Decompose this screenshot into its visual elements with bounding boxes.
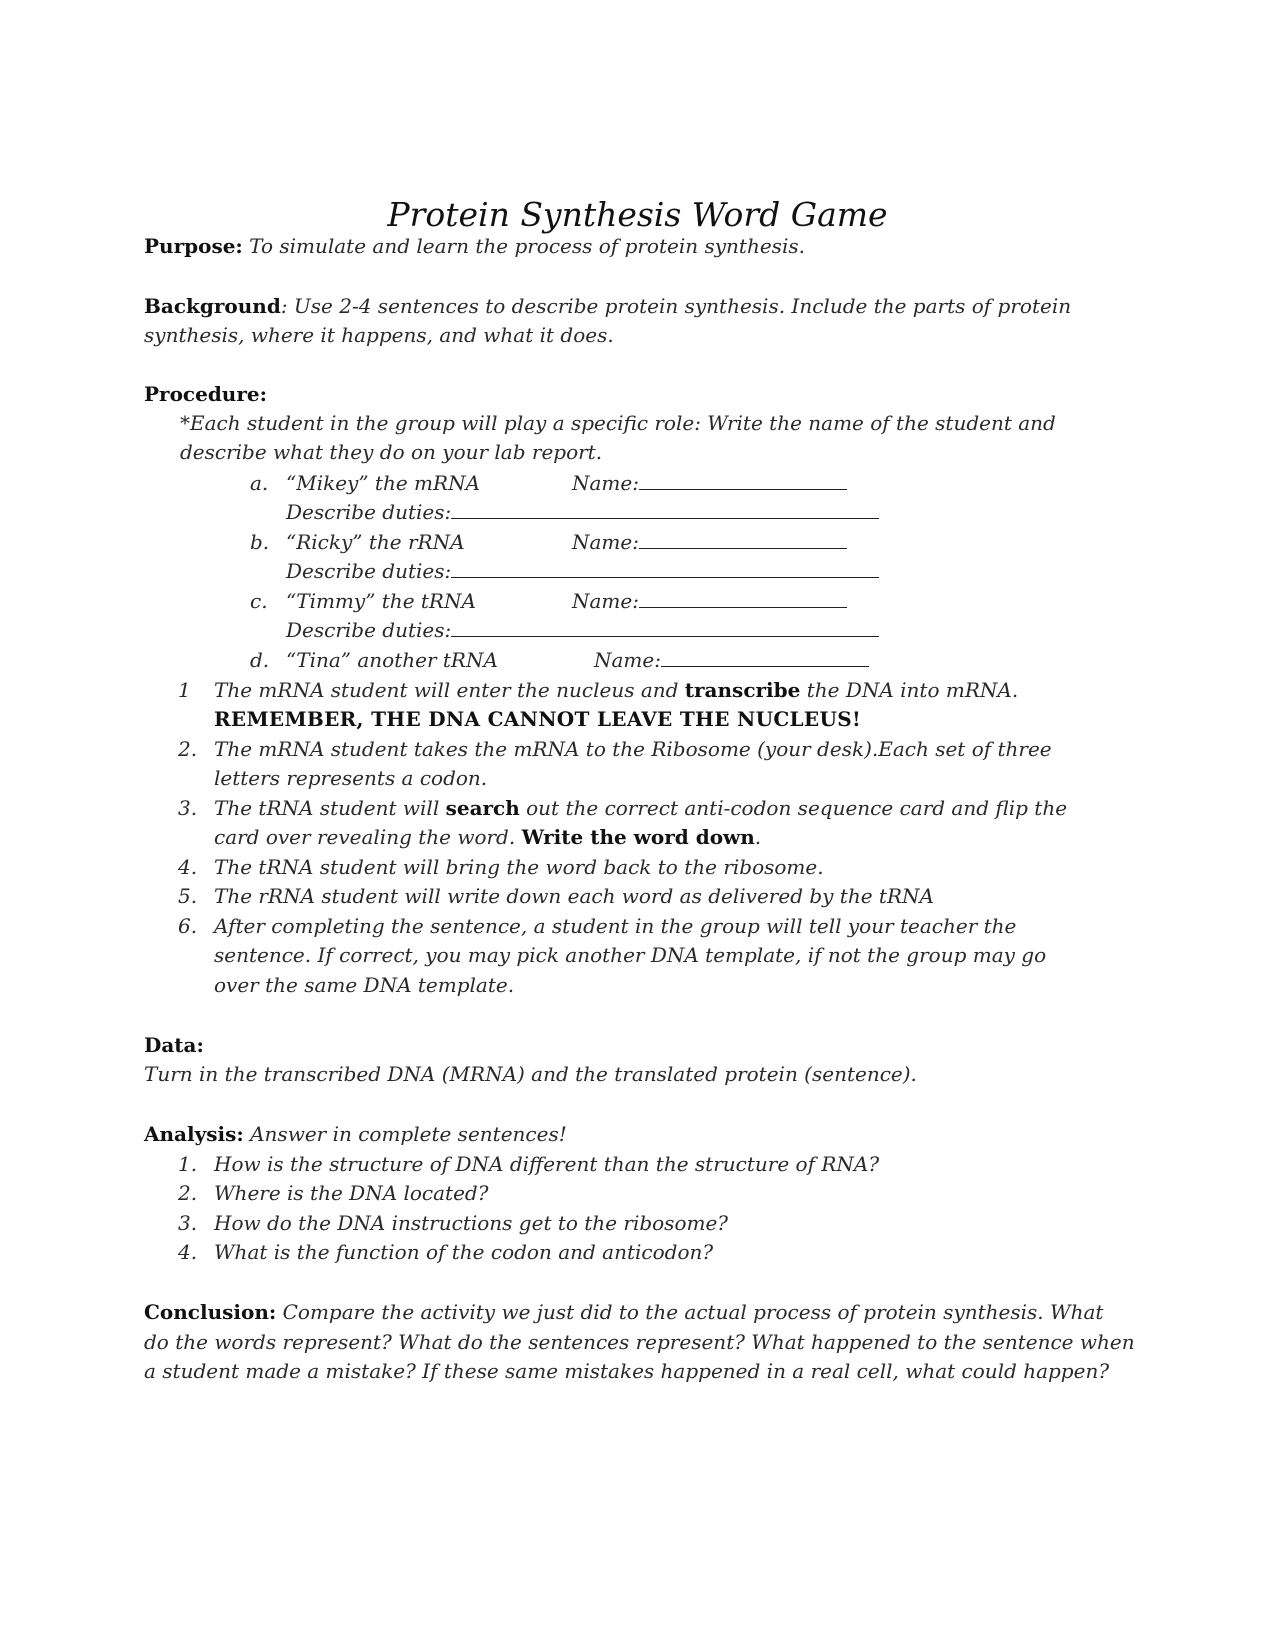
role-c-mark: c. xyxy=(250,589,268,613)
step-6-line-3: over the same DNA template. xyxy=(214,973,515,997)
analysis-q3-num: 3. xyxy=(178,1211,198,1235)
analysis-line xyxy=(144,1120,567,1148)
analysis-q2-num: 2. xyxy=(178,1181,198,1205)
role-a-label: “Mikey” the mRNA xyxy=(286,471,481,495)
background-line-2: synthesis, where it happens, and what it does. xyxy=(144,323,614,347)
role-b-name: Name: xyxy=(572,528,847,556)
purpose-line xyxy=(144,232,805,260)
step-6-num: 6. xyxy=(178,914,198,938)
step-3-line-2: card over revealing the word. Write the word down. xyxy=(214,825,762,849)
background-text-1: : Use 2-4 sentences to describe protein synthesis. Include the parts of protein xyxy=(280,294,1072,318)
role-c-name: Name: xyxy=(572,587,847,615)
role-a-duties-blank[interactable] xyxy=(451,498,879,519)
role-a-name: Name: xyxy=(572,469,847,497)
analysis-q2: Where is the DNA located? xyxy=(214,1181,489,1205)
role-d-label: “Tina” another tRNA xyxy=(286,648,498,672)
step-6-line-2: sentence. If correct, you may pick another DNA template, if not the group may go xyxy=(214,943,1047,967)
step-1-warning: REMEMBER, THE DNA CANNOT LEAVE THE NUCLEUS! xyxy=(214,707,862,731)
step-3-bold: search xyxy=(445,796,520,820)
role-d-name: Name: xyxy=(594,646,869,674)
purpose-label: Purpose: xyxy=(144,234,243,258)
role-d-name-blank[interactable] xyxy=(661,646,869,667)
procedure-label: Procedure: xyxy=(144,382,267,406)
step-6-line-1: After completing the sentence, a student in the group will tell your teacher the xyxy=(214,914,1017,938)
step-1-line-1: The mRNA student will enter the nucleus and transcribe the DNA into mRNA. xyxy=(214,678,1019,702)
role-b-duties: Describe duties: xyxy=(286,557,879,585)
role-d-mark: d. xyxy=(250,648,270,672)
step-4-text: The tRNA student will bring the word back to the ribosome. xyxy=(214,855,824,879)
step-3-line-1: The tRNA student will search out the correct anti-codon sequence card and flip the xyxy=(214,796,1068,820)
background-line-1 xyxy=(144,292,1071,320)
role-c-duties-blank[interactable] xyxy=(451,616,879,637)
role-b-duties-blank[interactable] xyxy=(451,557,879,578)
analysis-q4-num: 4. xyxy=(178,1240,198,1264)
step-3-bold-2: Write the word down xyxy=(521,825,755,849)
step-3-num: 3. xyxy=(178,796,198,820)
conclusion-line-2: do the words represent? What do the sentences represent? What happened to the sentence when xyxy=(144,1330,1135,1354)
page-title: Protein Synthesis Word Game xyxy=(387,195,888,234)
role-a-mark: a. xyxy=(250,471,269,495)
step-1-bold: transcribe xyxy=(684,678,801,702)
purpose-text: To simulate and learn the process of protein synthesis. xyxy=(242,234,805,258)
conclusion-line-1: Conclusion: Compare the activity we just did to the actual process of protein synthesis. What xyxy=(144,1300,1104,1324)
role-c-label: “Timmy” the tRNA xyxy=(286,589,476,613)
analysis-q3: How do the DNA instructions get to the ribosome? xyxy=(214,1211,729,1235)
analysis-text: Answer in complete sentences! xyxy=(243,1122,567,1146)
role-b-mark: b. xyxy=(250,530,270,554)
step-2-line-1: The mRNA student takes the mRNA to the Ribosome (your desk).Each set of three xyxy=(214,737,1052,761)
background-label: Background xyxy=(144,294,281,318)
analysis-q1-num: 1. xyxy=(178,1152,198,1176)
data-label: Data: xyxy=(144,1033,204,1057)
step-4-num: 4. xyxy=(178,855,198,879)
procedure-intro-2: describe what they do on your lab report. xyxy=(180,440,603,464)
role-b-name-blank[interactable] xyxy=(639,528,847,549)
conclusion-label: Conclusion: xyxy=(144,1300,277,1324)
step-1-num: 1 xyxy=(178,678,191,702)
role-a-name-blank[interactable] xyxy=(639,469,847,490)
role-c-name-blank[interactable] xyxy=(639,587,847,608)
analysis-q4: What is the function of the codon and anticodon? xyxy=(214,1240,714,1264)
step-2-line-2: letters represents a codon. xyxy=(214,766,488,790)
analysis-label: Analysis: xyxy=(144,1122,244,1146)
role-a-duties: Describe duties: xyxy=(286,498,879,526)
data-text: Turn in the transcribed DNA (MRNA) and the translated protein (sentence). xyxy=(144,1062,917,1086)
role-b-label: “Ricky” the rRNA xyxy=(286,530,465,554)
step-2-num: 2. xyxy=(178,737,198,761)
role-c-duties: Describe duties: xyxy=(286,616,879,644)
conclusion-line-3: a student made a mistake? If these same mistakes happened in a real cell, what could happen? xyxy=(144,1359,1110,1383)
procedure-intro-1: *Each student in the group will play a specific role: Write the name of the student and xyxy=(180,411,1056,435)
step-5-num: 5. xyxy=(178,884,198,908)
step-5-text: The rRNA student will write down each word as delivered by the tRNA xyxy=(214,884,934,908)
analysis-q1: How is the structure of DNA different than the structure of RNA? xyxy=(214,1152,880,1176)
